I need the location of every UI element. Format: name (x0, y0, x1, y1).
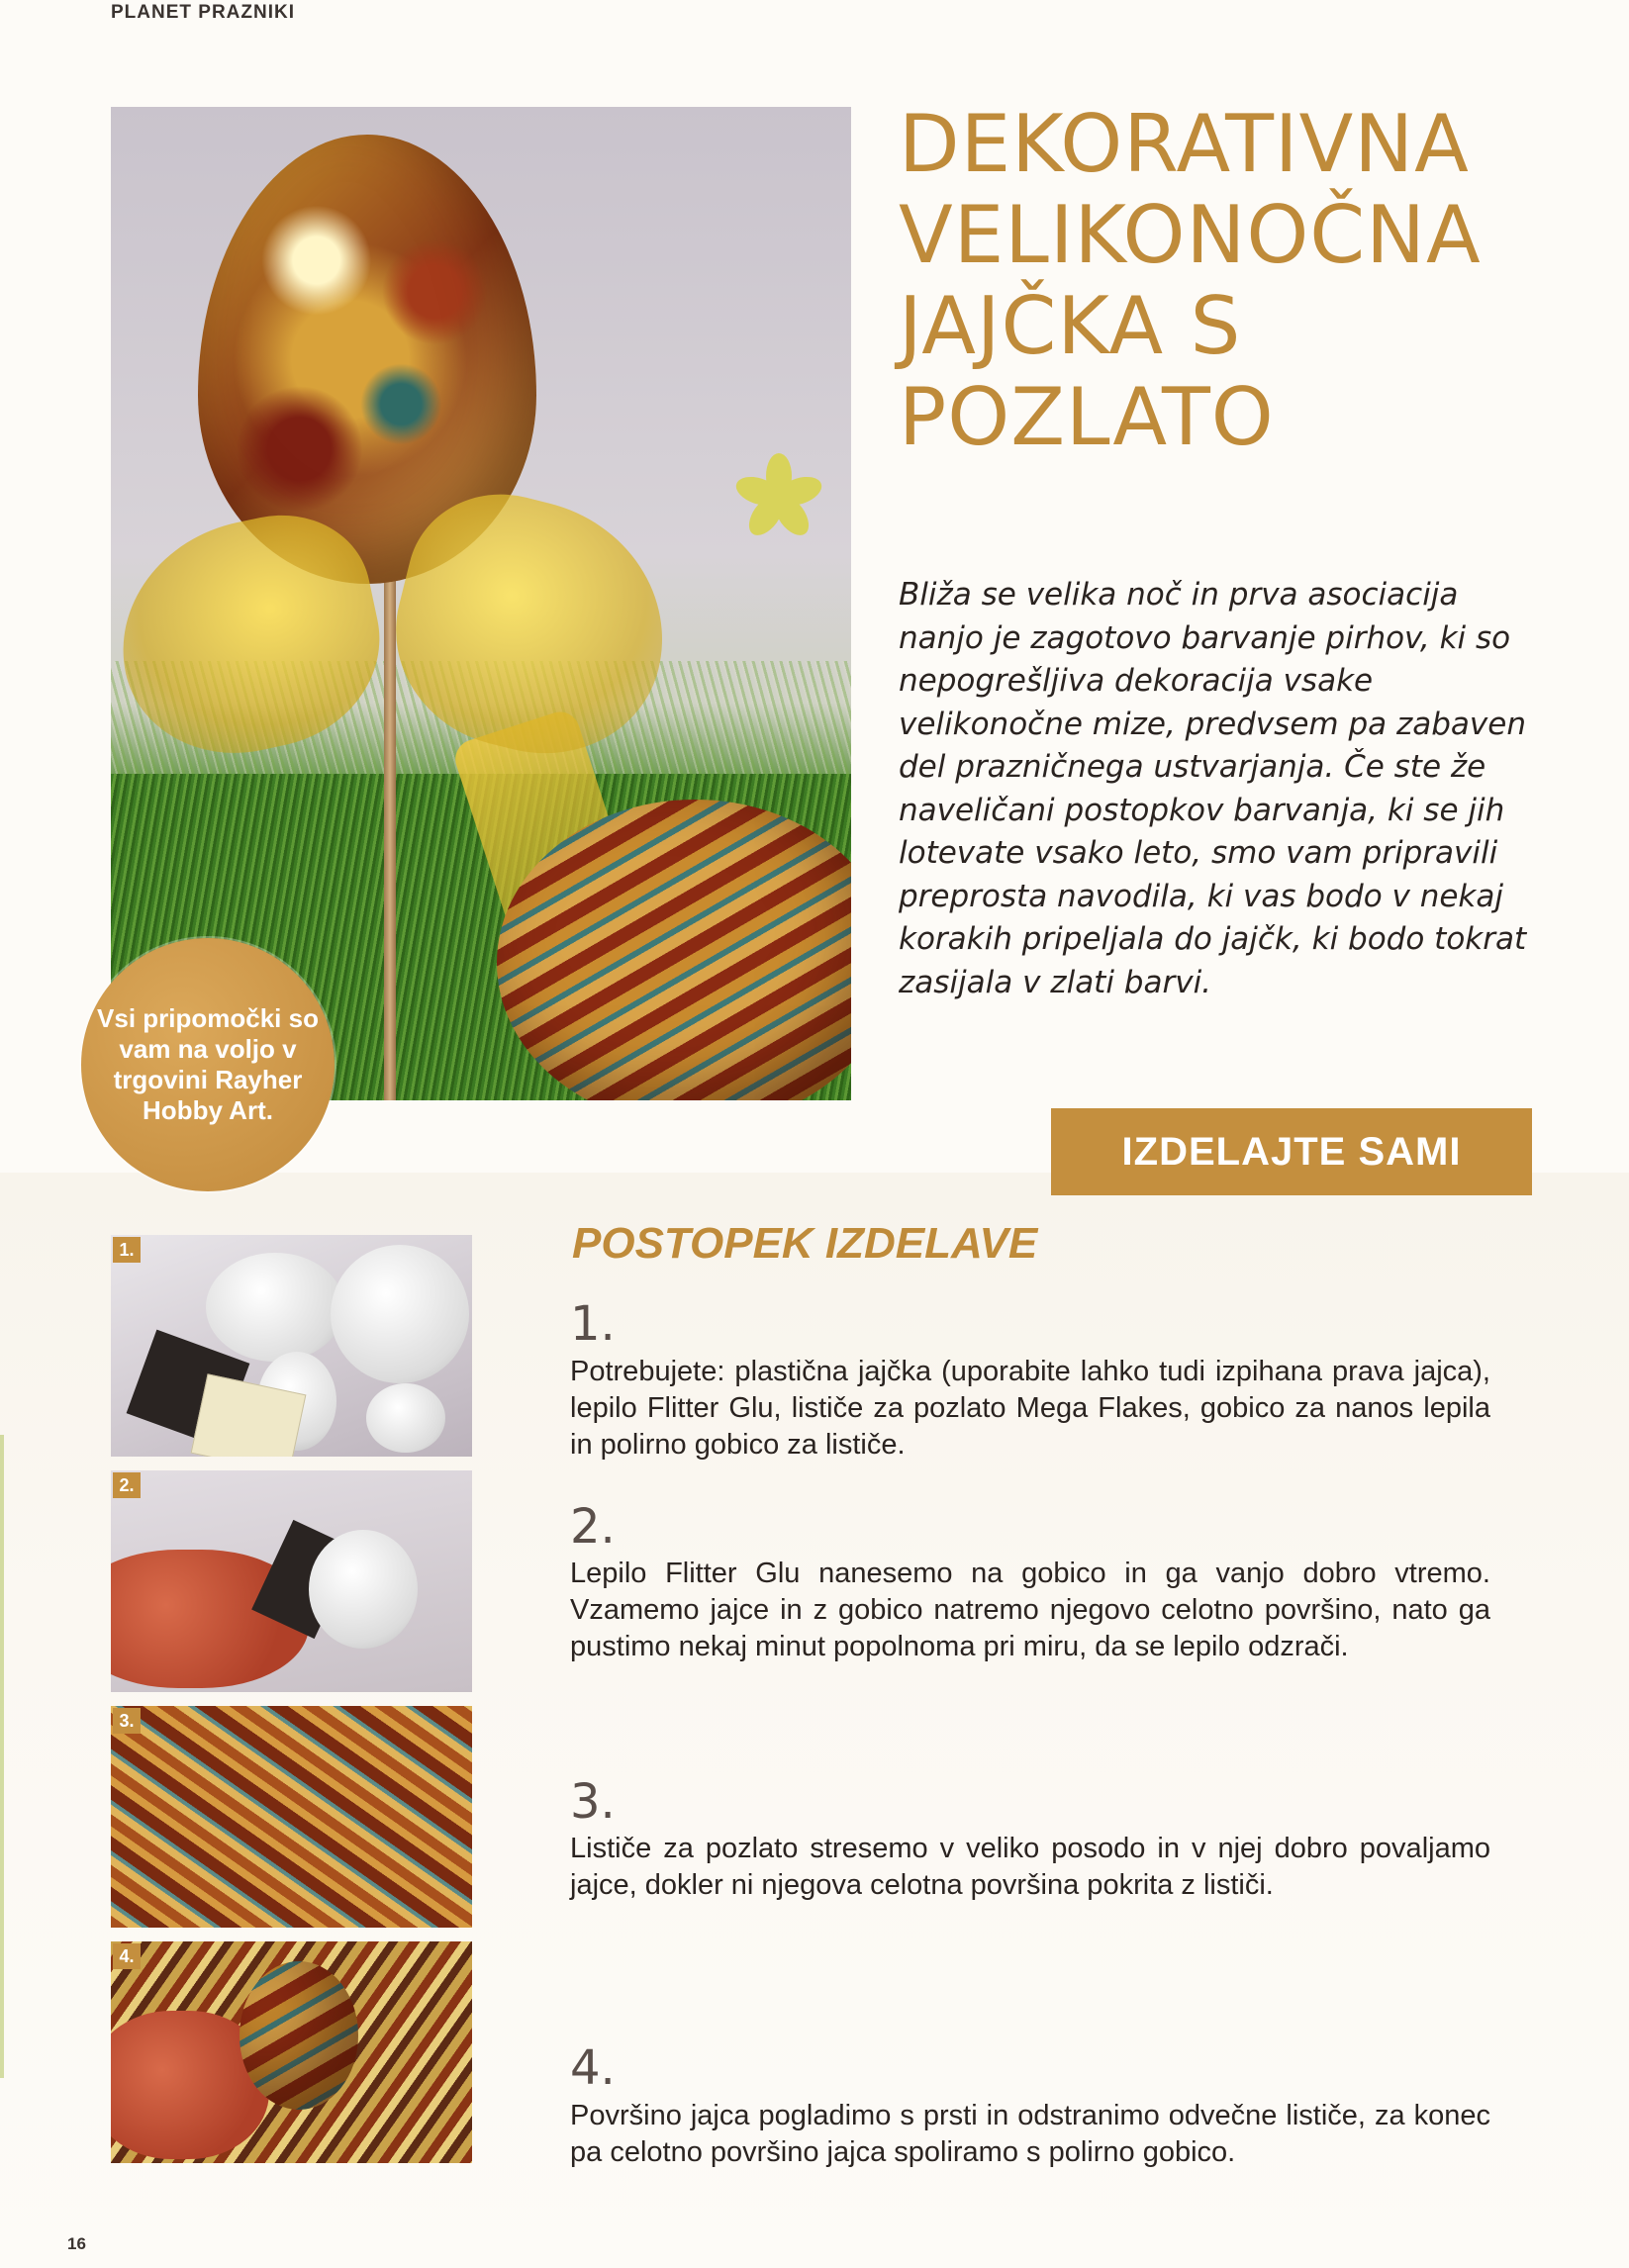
title-line: JAJČKA S (899, 280, 1242, 372)
badge-text: Vsi pripomočki so vam na voljo v trgovini Rayher Hobby Art. (97, 1003, 319, 1125)
step-number: 2. (570, 1499, 616, 1555)
page-title (899, 99, 1611, 463)
step-photo-label: 1. (113, 1237, 141, 1263)
plastic-egg (309, 1530, 418, 1649)
section-label: PLANET PRAZNIKI (111, 2, 295, 23)
step-photo-1 (111, 1235, 472, 1457)
procedure-title: POSTOPEK IZDELAVE (572, 1219, 1038, 1268)
step-number: 4. (570, 2040, 616, 2096)
intro-paragraph: Bliža se velika noč in prva asociacija nanjo je zagotovo barvanje pirhov, ki so nepogrešljiva dekoracija vsake velikonočne mize, predvsem pa zabaven del prazničnega ustvarjanja. Če ste že naveličani postopkov barvanja, ki se jih lotevate vsako leto, smo vam pripravili preprosta navodila, ki vas bodo v nekaj korakih pripeljala do jajčk, ki bodo tokrat zasijala v zlati barvi. (899, 577, 1527, 1000)
step-text: Lističe za pozlato stresemo v veliko posodo in v njej dobro povaljamo jajce, dokler ni njegova celotna površina pokrita z lističi. (570, 1833, 1490, 1901)
title-line: VELIKONOČNA (899, 189, 1482, 281)
step-photo-label: 3. (113, 1708, 141, 1734)
step-text: Potrebujete: plastična jajčka (uporabite lahko tudi izpihana prava jajca), lepilo Flitter Glu, lističe za pozlato Mega Flakes, gobico za nanos lepila in polirno gobico za lističe. (570, 1356, 1490, 1461)
title-line: POZLATO (899, 371, 1275, 463)
step-photo-4 (111, 1941, 472, 2163)
gilded-egg (240, 1961, 358, 2110)
step-photo-2 (111, 1470, 472, 1692)
step-number: 1. (570, 1296, 616, 1352)
page-edge-strip (0, 1435, 4, 2078)
flower-decoration-icon (734, 453, 823, 542)
page-number: 16 (67, 2234, 86, 2253)
plastic-egg (366, 1383, 445, 1453)
flakes-jar (331, 1245, 469, 1383)
step-text: Lepilo Flitter Glu nanesemo na gobico in ga vanjo dobro vtremo. Vzamemo jajce in z gobico natremo njegovo celotno površino, nato ga pustimo nekaj minut popolnoma pri miru, da se lepilo odzrači. (570, 1558, 1490, 1662)
step-photo-3 (111, 1706, 472, 1928)
step-number: 3. (570, 1774, 616, 1830)
step-text: Površino jajca pogladimo s prsti in odstranimo odvečne lističe, za konec pa celotno površino jajca spoliramo s polirno gobico. (570, 2100, 1490, 2168)
title-line: DEKORATIVNA (899, 98, 1470, 190)
diy-banner: IZDELAJTE SAMI (1051, 1108, 1532, 1195)
egg-stick (384, 572, 396, 1100)
glue-jar (206, 1253, 344, 1362)
supplies-badge (81, 938, 335, 1191)
step-photo-label: 4. (113, 1943, 141, 1969)
step-photo-label: 2. (113, 1472, 141, 1498)
